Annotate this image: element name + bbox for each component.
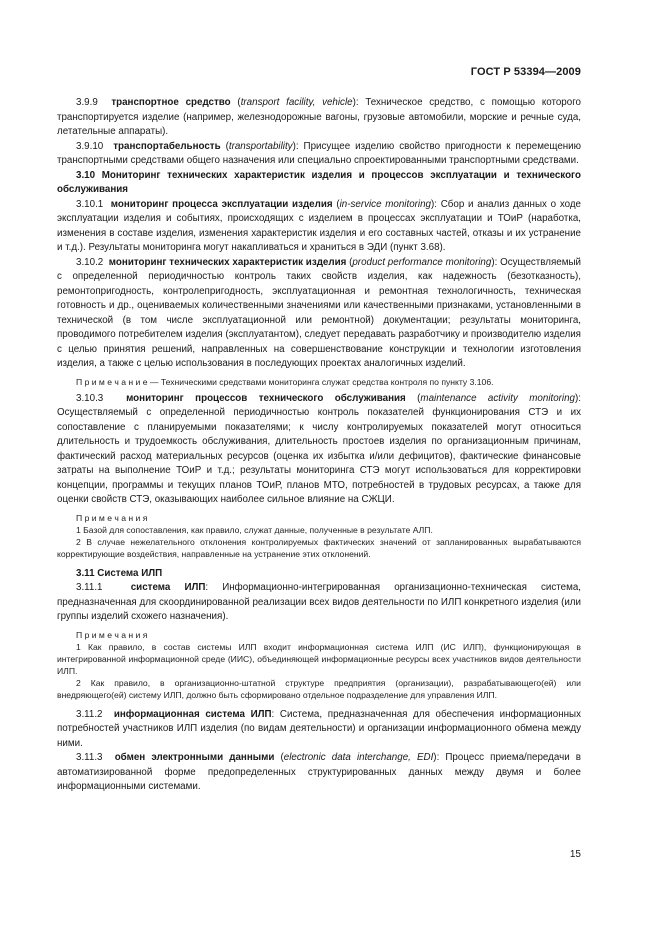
note-item: 2 В случае нежелательного отклонения контролируемых фактических значений от запланированных вырабатываются корректирующие воздействия, направленные на устранение этих отклонений.: [57, 536, 581, 559]
document-code: ГОСТ Р 53394—2009: [470, 66, 581, 78]
notes-heading: П р и м е ч а н и я: [76, 512, 148, 523]
term-entry: 3.11.3 обмен электронными данными (electronic data interchange, EDI): Процесс приема/передачи в автоматизированной форме предопределенных структурированных данных между двумя и более информационными системами.: [57, 752, 581, 792]
term-entry: 3.10.2 мониторинг технических характеристик изделия (product performance monitoring): Осуществляемый с определенной периодичностью контроль таких свойств изделия, как надежность (безотказность), ремонтопригодность, контролепригодность, эксплуатационная и ремонтная технологичность, техническая готовность и др., оцениваемых количественными значениями или качественными признаками, установленными в технической (в том числе эксплуатационной или ремонтной) документации; результаты мониторинга, проводимого потребителем изделия (эксплуатантом), следует передавать разработчику и производителю изделия с целью принятия решений, направленных на совершенствование конструкции и технологии изготовления изделия, а также с целью использования в последующих проектах аналогичных изделий.: [57, 256, 581, 369]
note-item: 2 Как правило, в организационно-штатной структуре предприятия (организации), разрабатывающего(ей) или внедряющего(ей) систему ИЛП, должно быть сформировано отдельное подразделение для управления ИЛП.: [57, 677, 581, 700]
note: П р и м е ч а н и е — Техническими средствами мониторинга служат средства контроля по пункту 3.106.: [76, 376, 494, 387]
section-heading: 3.11 Система ИЛП: [76, 567, 163, 579]
note-item: 1 Базой для сопоставления, как правило, служат данные, полученные в результате АЛП.: [76, 524, 433, 535]
term-entry: 3.10.1 мониторинг процесса эксплуатации изделия (in-service monitoring): Сбор и анализ данных о ходе эксплуатации изделия и событиях, происходящих с изделием в процессах эксплуатации и ТОиР (наработка, изменения в составе изделия, изменения характеристик изделия и его составных частей, отказы и их устранение и т.д.). Результаты мониторинга могут накапливаться и храниться в ЭДИ (пункт 3.68).: [57, 198, 582, 253]
page-number: 15: [569, 849, 581, 860]
note-item: 1 Как правило, в состав системы ИЛП входит информационная система ИЛП (ИС ИЛП), функционирующая в интегрированной информационной среде (ИИС), объединяющей информационные ресурсы всех участников видов деятельности ИЛП.: [57, 641, 581, 676]
term-entry: 3.9.9 транспортное средство (transport facility, vehicle): Техническое средство, с помощью которого транспортируется изделие (например, железнодорожные вагоны, грузовые автомобили, морские и речные суда, летательные аппараты).: [57, 97, 582, 137]
term-entry: 3.9.10 транспортабельность (transportability): Присущее изделию свойство пригодности к перемещению транспортными средствами общего назначения или специально спроектированными транспортными средствами.: [57, 140, 582, 166]
term-entry: 3.10.3 мониторинг процессов технического обслуживания (maintenance activity monitoring): Осуществляемый с определенной периодичностью контроль показателей функционирования СТЭ и их сопоставление с планируемыми показателями; к числу контролируемых показателей могут относиться длительность и трудоемкость обслуживания, длительность простоев изделия по организационным причинам, фактический расход материальных ресурсов (оценка их избытка и/или дефицитов), фактические финансовые затраты на выполнение ТОиР и т.д.; результаты мониторинга СТЭ могут использоваться для корректировки концепции, программы и текущих планов ТОиР, планов МТО, потребностей в трудовых ресурсах, а также для оценки свойств СТЭ, оказывающих наиболее сильное влияние на СЖЦИ.: [57, 392, 582, 505]
page-content: [57, 96, 581, 795]
section-heading: 3.10 Мониторинг технических характеристик изделия и процессов эксплуатации и технического обслуживания: [57, 169, 581, 195]
term-entry: 3.11.2 информационная система ИЛП: Система, предназначенная для обеспечения информационных потребностей участников ИЛП изделия (по видам деятельности) и организации информационного обмена между ними.: [57, 708, 581, 749]
notes-heading: П р и м е ч а н и я: [76, 629, 148, 640]
term-entry: 3.11.1 система ИЛП: Информационно-интегрированная организационно-техническая система, предназначенная для скоординированной реализации всех видов деятельности по ИЛП конкретного изделия (или группы изделий схожего назначения).: [57, 582, 581, 622]
